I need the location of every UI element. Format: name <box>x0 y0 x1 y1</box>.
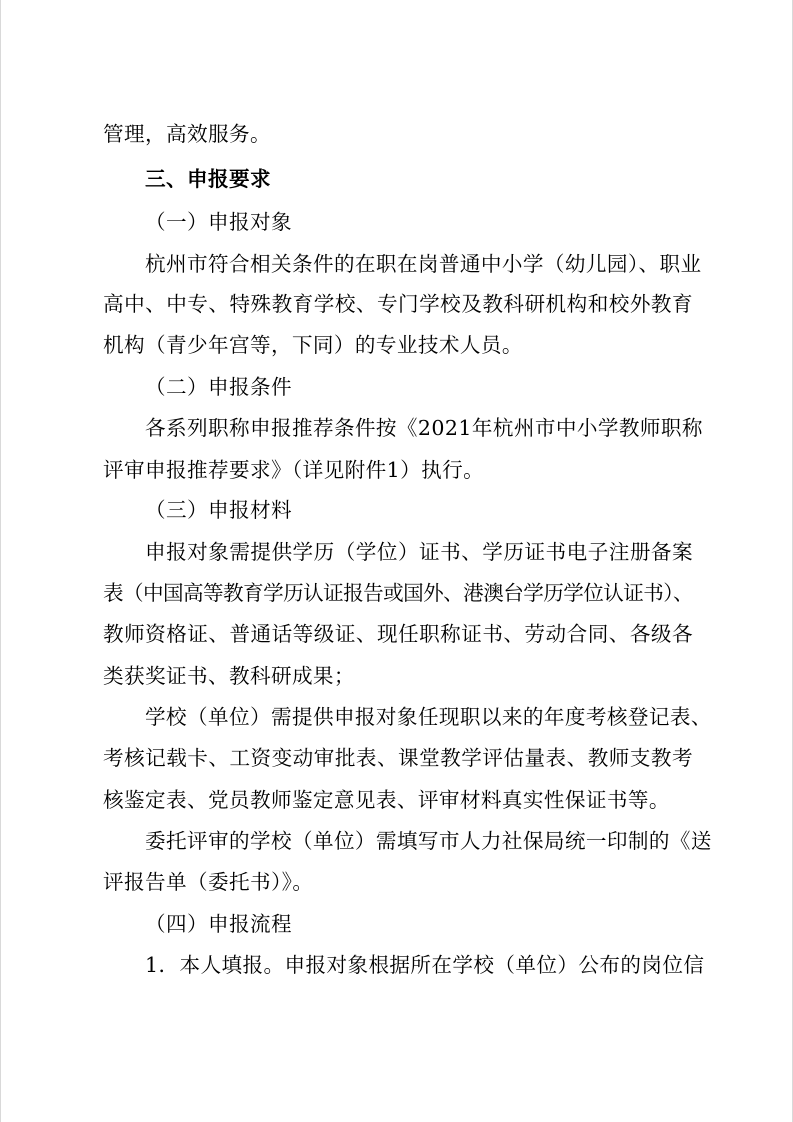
paragraph-line: 委托评审的学校（单位）需填写市人力社保局统一印制的《送 <box>145 829 712 853</box>
subsection-heading-process: （四）申报流程 <box>145 912 292 936</box>
paragraph-line: 类获奖证书、教科研成果； <box>103 664 355 688</box>
paragraph-line: 申报对象需提供学历（学位）证书、学历证书电子注册备案 <box>145 540 693 564</box>
paragraph-line: 学校（单位）需提供申报对象任现职以来的年度考核登记表、 <box>145 705 712 729</box>
paragraph-line: 评报告单（委托书）》。 <box>103 870 314 894</box>
paragraph-line: 杭州市符合相关条件的在职在岗普通中小学（幼儿园）、职业 <box>145 252 702 276</box>
paragraph-line: 各系列职称申报推荐条件按《2021年杭州市中小学教师职称 <box>145 416 703 440</box>
subsection-heading-applicants: （一）申报对象 <box>145 210 292 234</box>
section-heading-application-requirements: 三、申报要求 <box>145 167 271 191</box>
subsection-heading-conditions: （二）申报条件 <box>145 375 292 399</box>
paragraph-line: 教师资格证、普通话等级证、现任职称证书、劳动合同、各级各 <box>103 622 693 646</box>
page-left-edge <box>0 0 1 1122</box>
paragraph-line: 机构（青少年宫等，下同）的专业技术人员。 <box>103 333 523 357</box>
paragraph-line: 评审申报推荐要求》（详见附件1）执行。 <box>103 458 485 482</box>
subsection-heading-materials: （三）申报材料 <box>145 498 292 522</box>
paragraph-line: 1．本人填报。申报对象根据所在学校（单位）公布的岗位信 <box>145 953 705 977</box>
paragraph-line: 核鉴定表、党员教师鉴定意见表、评审材料真实性保证书等。 <box>103 788 670 812</box>
text-line-closing-sentence: 管理，高效服务。 <box>103 122 271 146</box>
paragraph-line: 高中、中专、特殊教育学校、专门学校及教科研机构和校外教育 <box>103 292 693 316</box>
paragraph-line: 考核记载卡、工资变动审批表、课堂教学评估量表、教师支教考 <box>103 746 693 770</box>
paragraph-line: 表（中国高等教育学历认证报告或国外、港澳台学历学位认证书）、 <box>103 581 693 605</box>
